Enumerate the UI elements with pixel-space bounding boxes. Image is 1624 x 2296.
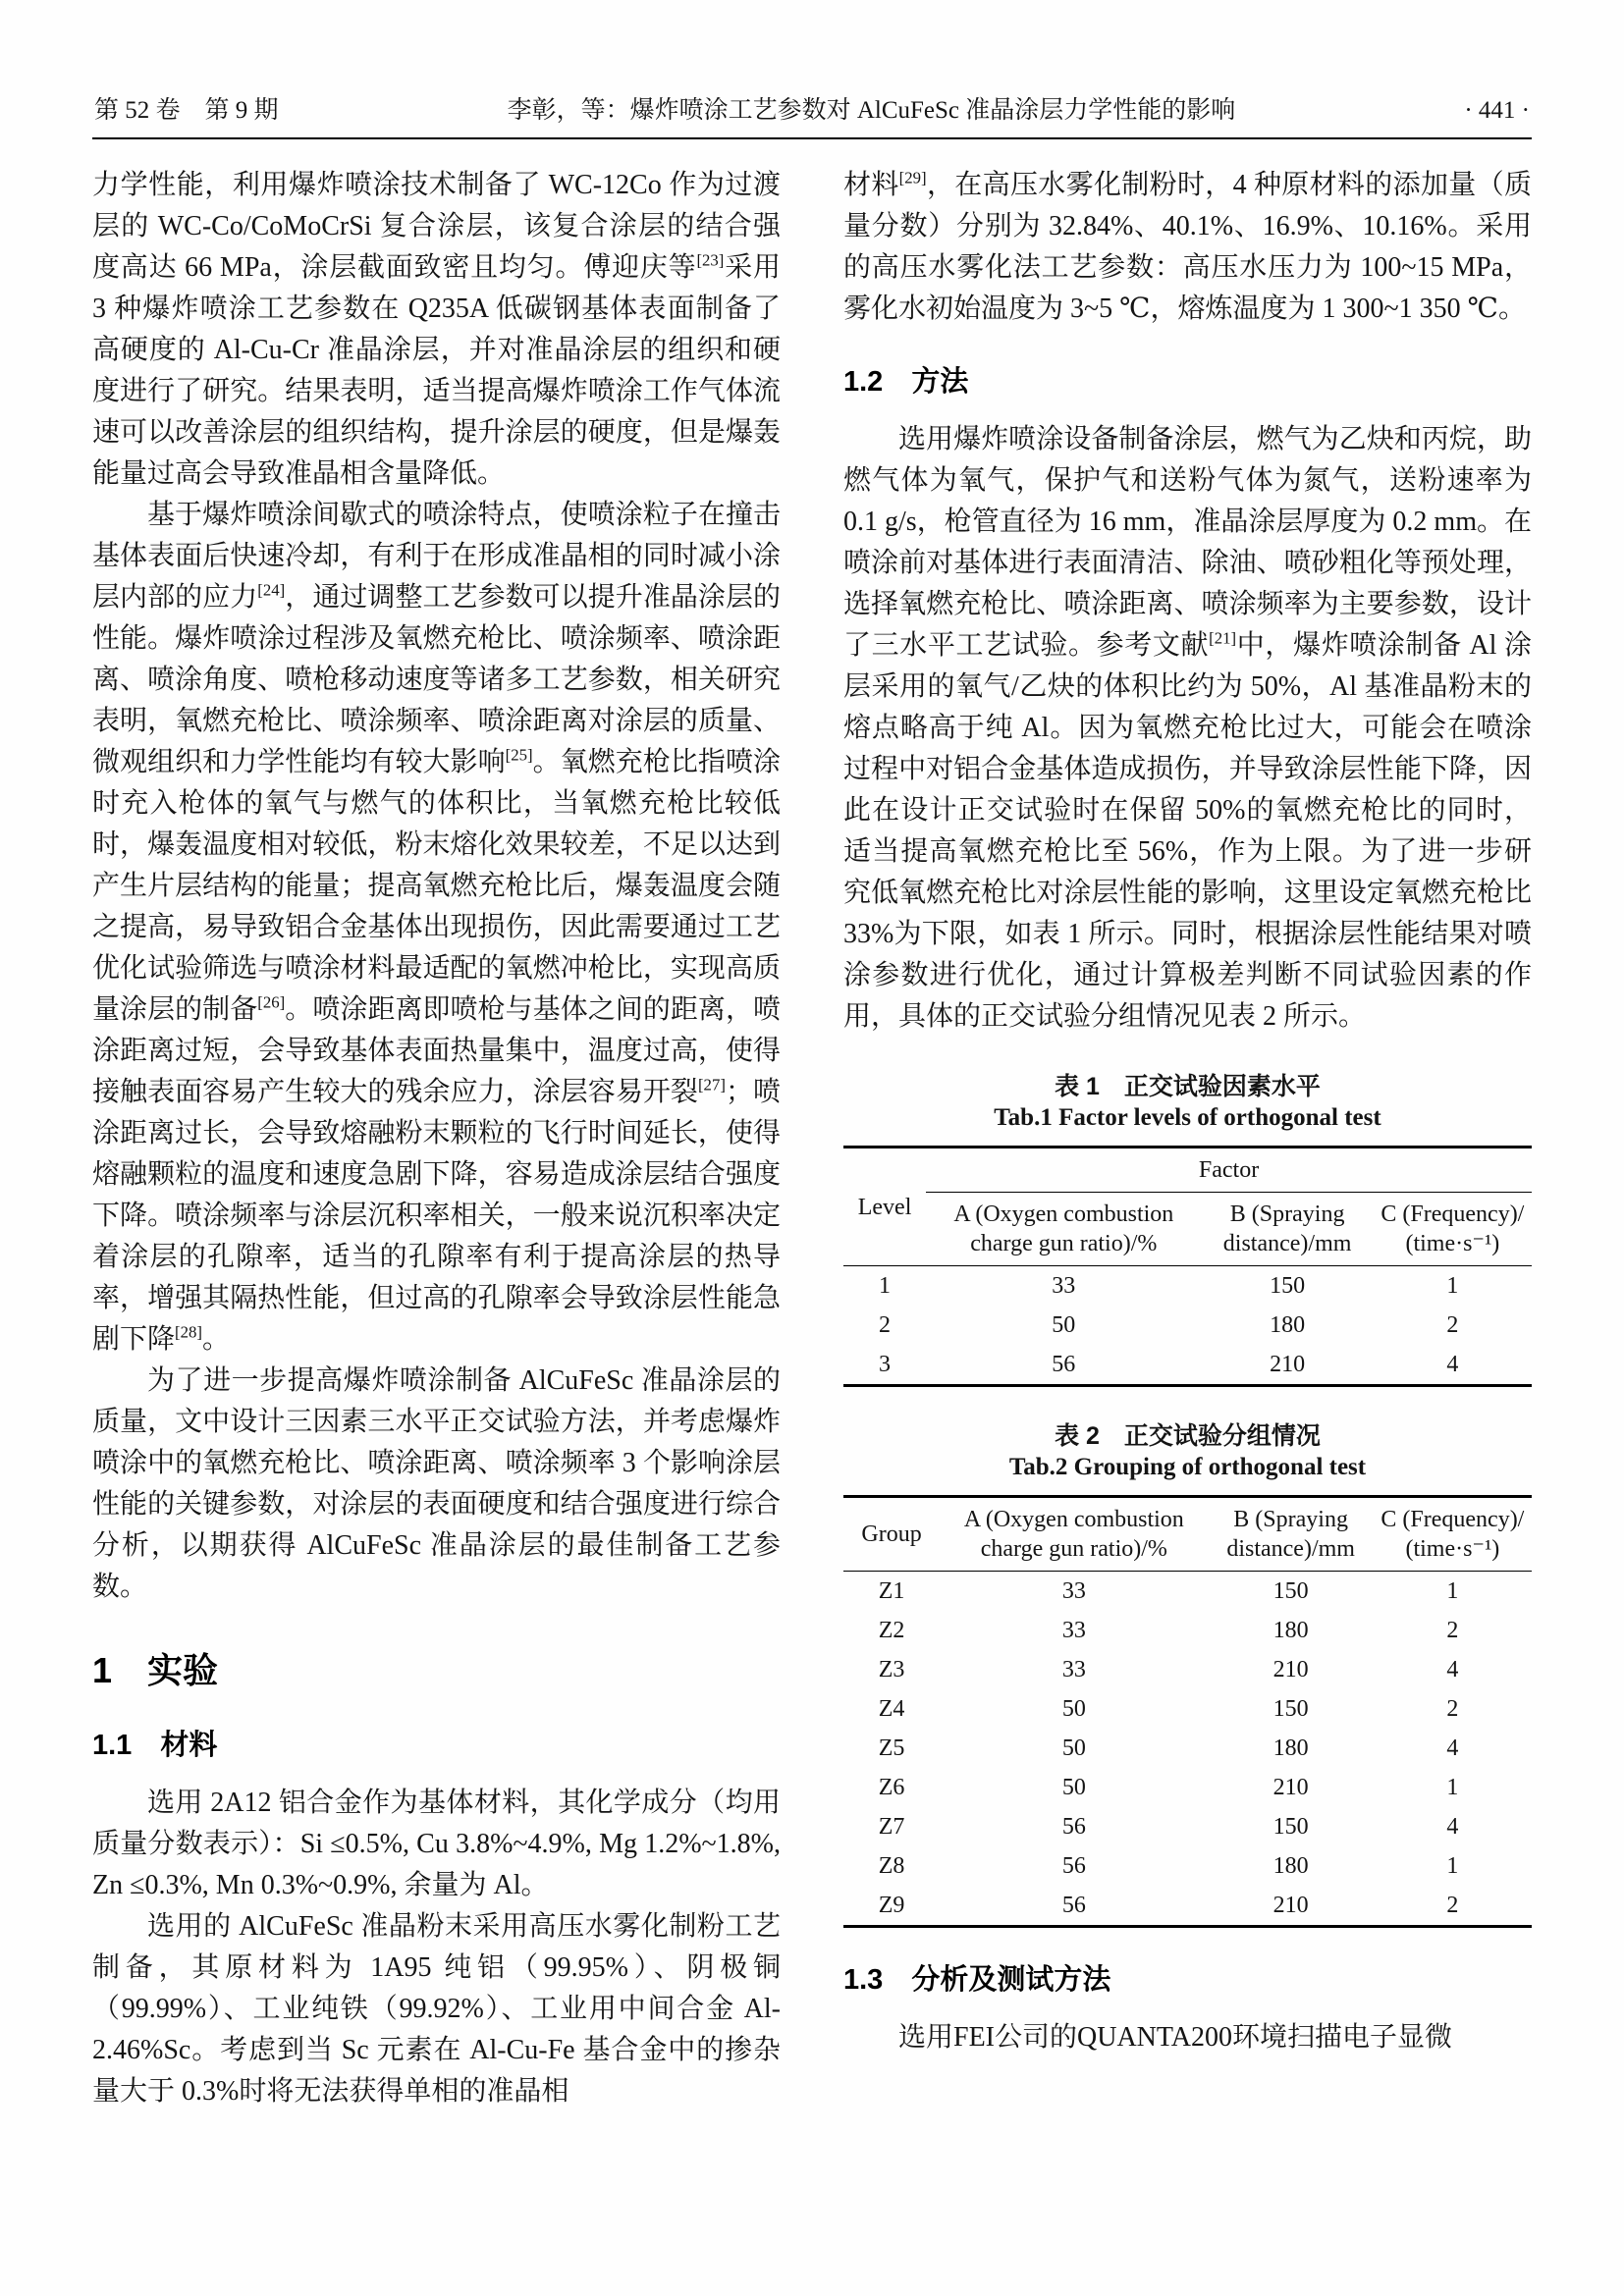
table-row [843, 1807, 1532, 1846]
paragraph: 选用FEI公司的QUANTA200环境扫描电子显微 [898, 2022, 1452, 2053]
cell-oxygen-ratio: 33 [1061, 1578, 1086, 1604]
cell-oxygen-ratio: 33 [1052, 1273, 1076, 1299]
cell-frequency: 4 [1446, 1657, 1459, 1682]
cell-spray-distance: 180 [1270, 1312, 1306, 1338]
cell-spray-distance: 210 [1272, 1657, 1309, 1682]
cell-spray-distance: 180 [1272, 1735, 1309, 1761]
column-header-level: Level [843, 1148, 926, 1266]
left-column [92, 165, 781, 2112]
cell-group: Z8 [878, 1853, 905, 1879]
cell-group: Z1 [878, 1578, 905, 1604]
running-header [92, 90, 1532, 137]
cell-spray-distance: 210 [1272, 1775, 1309, 1800]
cell-frequency: 1 [1446, 1853, 1459, 1879]
table-row [843, 1345, 1532, 1386]
cell-oxygen-ratio: 56 [1061, 1814, 1086, 1840]
table-row [843, 1886, 1532, 1927]
cell-oxygen-ratio: 56 [1061, 1893, 1086, 1918]
table-row [843, 1846, 1532, 1886]
cell-group: Z3 [878, 1657, 905, 1682]
subsection-heading-analysis: 1.3 分析及测试方法 [843, 1964, 1111, 1996]
cell-level: 3 [879, 1352, 892, 1377]
table1-caption-en: Tab.1 Factor levels of orthogonal test [994, 1104, 1381, 1131]
cell-frequency: 1 [1446, 1775, 1459, 1800]
cell-frequency: 4 [1446, 1814, 1459, 1840]
cell-oxygen-ratio: 50 [1052, 1312, 1076, 1338]
journal-volume-issue: 第 52 卷 第 9 期 [94, 97, 279, 124]
cell-oxygen-ratio: 50 [1061, 1696, 1086, 1722]
table-factor-levels [843, 1146, 1532, 1387]
cell-group: Z4 [878, 1696, 905, 1722]
table-row [843, 1611, 1532, 1650]
column-group-header-factor: Factor [926, 1148, 1532, 1193]
table-row [843, 1689, 1532, 1729]
table1-caption-zh: 表 1 正交试验因素水平 [1055, 1073, 1321, 1100]
cell-group: Z2 [878, 1618, 905, 1643]
table1-block [843, 1067, 1532, 1387]
cell-frequency: 4 [1446, 1735, 1459, 1761]
cell-frequency: 2 [1446, 1696, 1459, 1722]
cell-oxygen-ratio: 50 [1061, 1735, 1086, 1761]
paragraph: 选用爆炸喷涂设备制备涂层，燃气为乙炔和丙烷，助燃气体为氧气，保护气和送粉气体为氮气，送粉速率为 0.1 g/s，枪管直径为 16 mm，准晶涂层厚度为 0.2 mm。在喷涂前对基体进行表面清洁、除油、喷砂粗化等预处理，选择氧燃充枪比、喷涂距离、喷涂频率为主要参数，设计了三水平工艺试验。参考文献[21]中，爆炸喷涂制备 Al 涂层采用的氧气/乙炔的体积比约为 50%，Al 基准晶粉末的熔点略高于纯 Al。因为氧燃充枪比过大，可能会在喷涂过程中对铝合金基体造成损伤，并导致涂层性能下降，因此在设计正交试验时在保留 50%的氧燃充枪比的同时，适当提高氧燃充枪比至 56%，作为上限。为了进一步研究低氧燃充枪比对涂层性能的影响，这里设定氧燃充枪比 33%为下限，如表 1 所示。同时，根据涂层性能结果对喷涂参数进行优化，通过计算极差判断不同试验因素的作用，具体的正交试验分组情况见表 2 所示。 [843, 424, 1532, 1032]
paragraph: 力学性能，利用爆炸喷涂技术制备了 WC-12Co 作为过渡层的 WC-Co/CoMoCrSi 复合涂层，该复合涂层的结合强度高达 66 MPa，涂层截面致密且均匀。傅迎庆等[23]采用 3 种爆炸喷涂工艺参数在 Q235A 低碳钢基体表面制备了高硬度的 Al-Cu-Cr 准晶涂层，并对准晶涂层的组织和硬度进行了研究。结果表明，适当提高爆炸喷涂工作气体流速可以改善涂层的组织结构，提升涂层的硬度，但是爆轰能量过高会导致准晶相含量降低。 [92, 170, 781, 489]
cell-frequency: 2 [1446, 1893, 1459, 1918]
column-header-c: C (Frequency)/ (time·s⁻¹) [1374, 1497, 1532, 1572]
cell-frequency: 4 [1446, 1352, 1459, 1377]
table-row [843, 1306, 1532, 1345]
column-header-c: C (Frequency)/ (time·s⁻¹) [1374, 1193, 1532, 1266]
cell-frequency: 2 [1446, 1312, 1459, 1338]
cell-spray-distance: 150 [1272, 1814, 1309, 1840]
paragraph: 材料[29]，在高压水雾化制粉时，4 种原材料的添加量（质量分数）分别为 32.84%、40.1%、16.9%、10.16%。采用的高压水雾化法工艺参数：高压水压力为 100~15 MPa，雾化水初始温度为 3~5 ℃，熔炼温度为 1 300~1 350 ℃。 [843, 168, 1532, 324]
table2-caption-en: Tab.2 Grouping of orthogonal test [1008, 1454, 1367, 1480]
column-header-b: B (Spraying distance)/mm [1209, 1497, 1374, 1572]
right-column [843, 165, 1532, 2112]
table-row [843, 1768, 1532, 1807]
cell-group: Z6 [878, 1775, 905, 1800]
cell-oxygen-ratio: 50 [1061, 1775, 1086, 1800]
cell-frequency: 2 [1446, 1618, 1459, 1643]
cell-oxygen-ratio: 56 [1052, 1352, 1076, 1377]
cell-spray-distance: 210 [1270, 1352, 1306, 1377]
header-rule [92, 137, 1532, 139]
cell-frequency: 1 [1446, 1578, 1459, 1604]
cell-frequency: 1 [1446, 1273, 1459, 1299]
cell-spray-distance: 180 [1272, 1618, 1309, 1643]
column-header-group: Group [843, 1497, 940, 1572]
cell-oxygen-ratio: 33 [1061, 1657, 1086, 1682]
running-title: 李彰，等：爆炸喷涂工艺参数对 AlCuFeSc 准晶涂层力学性能的影响 [507, 97, 1236, 124]
paragraph: 选用 2A12 铝合金作为基体材料，其化学成分（均用质量分数表示）：Si ≤0.5%, Cu 3.8%~4.9%, Mg 1.2%~1.8%, Zn ≤0.3%, Mn 0.3%~0.9%, 余量为 Al。 [92, 1788, 781, 1900]
paragraph: 基于爆炸喷涂间歇式的喷涂特点，使喷涂粒子在撞击基体表面后快速冷却，有利于在形成准晶相的同时减小涂层内部的应力[24]，通过调整工艺参数可以提升准晶涂层的性能。爆炸喷涂过程涉及氧燃充枪比、喷涂频率、喷涂距离、喷涂角度、喷枪移动速度等诸多工艺参数，相关研究表明，氧燃充枪比、喷涂频率、喷涂距离对涂层的质量、微观组织和力学性能均有较大影响[25]。氧燃充枪比指喷涂时充入枪体的氧气与燃气的体积比，当氧燃充枪比较低时，爆轰温度相对较低，粉末熔化效果较差，不足以达到产生片层结构的能量；提高氧燃充枪比后，爆轰温度会随之提高，易导致铝合金基体出现损伤，因此需要通过工艺优化试验筛选与喷涂材料最适配的氧燃冲枪比，实现高质量涂层的制备[26]。喷涂距离即喷枪与基体之间的距离，喷涂距离过短，会导致基体表面热量集中，温度过高，使得接触表面容易产生较大的残余应力，涂层容易开裂[27]；喷涂距离过长，会导致熔融粉末颗粒的飞行时间延长，使得熔融颗粒的温度和速度急剧下降，容易造成涂层结合强度下降。喷涂频率与涂层沉积率相关，一般来说沉积率决定着涂层的孔隙率，适当的孔隙率有利于提高涂层的热导率，增强其隔热性能，但过高的孔隙率会导致涂层性能急剧下降[28]。 [92, 500, 781, 1355]
cell-spray-distance: 150 [1272, 1696, 1309, 1722]
table-row [843, 1266, 1532, 1307]
two-column-body [92, 165, 1532, 2112]
table-row [843, 1572, 1532, 1612]
cell-group: Z7 [878, 1814, 905, 1840]
column-header-b: B (Spraying distance)/mm [1202, 1193, 1374, 1266]
subsection-heading-method: 1.2 方法 [843, 366, 969, 398]
table2-block [843, 1416, 1532, 1928]
cell-oxygen-ratio: 56 [1061, 1853, 1086, 1879]
page-number: · 441 · [1464, 97, 1530, 124]
cell-spray-distance: 210 [1272, 1893, 1309, 1918]
subsection-heading-materials: 1.1 材料 [92, 1730, 218, 1761]
section-heading-experiment: 1 实验 [92, 1650, 219, 1690]
column-header-a: A (Oxygen combustion charge gun ratio)/% [926, 1193, 1201, 1266]
paragraph: 为了进一步提高爆炸喷涂制备 AlCuFeSc 准晶涂层的质量，文中设计三因素三水平正交试验方法，并考虑爆炸喷涂中的氧燃充枪比、喷涂距离、喷涂频率 3 个影响涂层性能的关键参数，对涂层的表面硬度和结合强度进行综合分析，以期获得 AlCuFeSc 准晶涂层的最佳制备工艺参数。 [92, 1365, 781, 1602]
table-orthogonal-grouping [843, 1495, 1532, 1928]
paragraph: 选用的 AlCuFeSc 准晶粉末采用高压水雾化制粉工艺制备，其原材料为 1A95 纯铝（99.95%）、阴极铜（99.99%）、工业纯铁（99.92%）、工业用中间合金 Al-2.46%Sc。考虑到当 Sc 元素在 Al-Cu-Fe 基合金中的掺杂量大于 0.3%时将无法获得单相的准晶相 [92, 1911, 781, 2107]
column-header-a: A (Oxygen combustion charge gun ratio)/% [940, 1497, 1208, 1572]
table2-caption-zh: 表 2 正交试验分组情况 [1055, 1422, 1321, 1450]
cell-oxygen-ratio: 33 [1061, 1618, 1086, 1643]
cell-group: Z5 [878, 1735, 905, 1761]
cell-spray-distance: 150 [1270, 1273, 1306, 1299]
table-row [843, 1650, 1532, 1689]
cell-group: Z9 [878, 1893, 905, 1918]
table-row [843, 1729, 1532, 1768]
cell-level: 1 [879, 1273, 892, 1299]
cell-spray-distance: 150 [1272, 1578, 1309, 1604]
cell-level: 2 [879, 1312, 892, 1338]
cell-spray-distance: 180 [1272, 1853, 1309, 1879]
